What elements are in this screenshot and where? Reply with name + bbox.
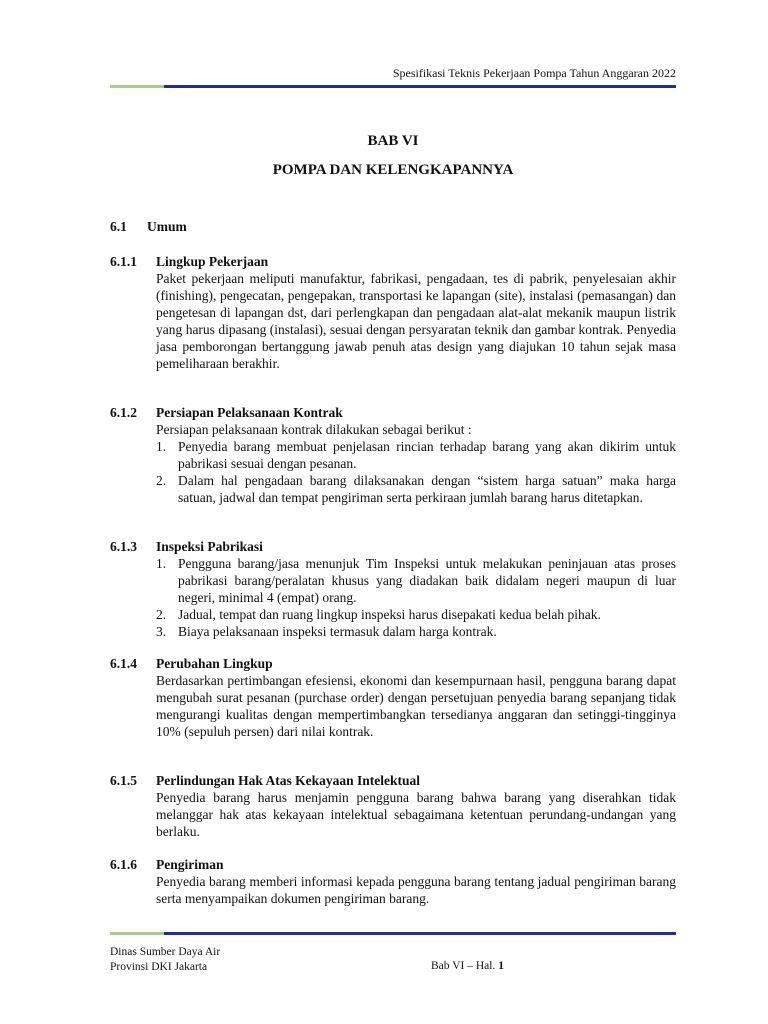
subsection-number: 6.1.3 — [110, 539, 137, 554]
footer-org-line-1: Dinas Sumber Daya Air — [110, 946, 221, 958]
subsection-body: Penyedia barang harus menjamin pengguna barang bahwa barang yang diserahkan tidak melanggar hak atas kekayaan intelektual sebagaimana ketentuan perundang-undangan yang berlaku. — [156, 790, 676, 839]
subsection-title: Persiapan Pelaksanaan Kontrak — [156, 405, 343, 420]
list-marker: 1. — [156, 556, 167, 571]
subsection-persiapan-pelaksanaan — [110, 404, 676, 506]
list-item — [156, 555, 676, 606]
section-number: 6.1 — [110, 219, 127, 234]
subsection-number: 6.1.4 — [110, 656, 137, 671]
numbered-list — [156, 555, 676, 640]
subsection-perubahan-lingkup — [110, 655, 676, 740]
subsection-heading — [110, 404, 676, 421]
running-header: Spesifikasi Teknis Pekerjaan Pompa Tahun Anggaran 2022 — [392, 66, 676, 80]
subsection-body: Persiapan pelaksanaan kontrak dilakukan sebagai berikut : — [156, 422, 472, 437]
list-item-text: Penyedia barang membuat penjelasan rincian terhadap barang yang akan dikirim untuk pabrikasi sesuai dengan pesanan. — [178, 439, 676, 471]
subsection-heading — [110, 772, 676, 789]
list-marker: 1. — [156, 439, 167, 454]
section-heading — [110, 219, 187, 235]
list-item-text: Biaya pelaksanaan inspeksi termasuk dalam harga kontrak. — [178, 624, 497, 639]
subsection-number: 6.1.5 — [110, 773, 137, 788]
footer-rule — [110, 932, 676, 935]
subsection-title: Lingkup Pekerjaan — [156, 254, 269, 269]
subsection-number: 6.1.1 — [110, 254, 137, 269]
subsection-heading — [110, 253, 676, 270]
list-marker: 2. — [156, 607, 167, 622]
subsection-heading — [110, 538, 676, 555]
subsection-number: 6.1.6 — [110, 857, 137, 872]
subsection-title: Inspeksi Pabrikasi — [156, 539, 263, 554]
subsection-pengiriman — [110, 856, 676, 907]
list-item — [156, 472, 676, 506]
subsection-perlindungan-haki — [110, 772, 676, 840]
page-number-value: 1 — [498, 960, 504, 972]
subsection-inspeksi-pabrikasi — [110, 538, 676, 640]
section-title: Umum — [147, 219, 187, 234]
list-item-text: Jadual, tempat dan ruang lingkup inspeksi harus disepakati kedua belah pihak. — [178, 607, 601, 622]
subsection-heading — [110, 856, 676, 873]
subsection-title: Perlindungan Hak Atas Kekayaan Intelektual — [156, 773, 421, 788]
footer-organization — [110, 945, 220, 975]
chapter-title: POMPA DAN KELENGKAPANNYA — [272, 162, 514, 178]
footer-org-line-2: Provinsi DKI Jakarta — [110, 961, 208, 973]
subsection-body: Penyedia barang memberi informasi kepada pengguna barang tentang jadual pengiriman barang serta menyampaikan dokumen pengiriman barang. — [156, 874, 676, 906]
subsection-title: Pengiriman — [156, 857, 224, 872]
list-item-text: Pengguna barang/jasa menunjuk Tim Inspeksi untuk melakukan peninjauan atas proses pabrikasi barang/peralatan khusus yang diadakan baik didalam negeri maupun di luar negeri, minimal 4 (empat) orang. — [178, 556, 676, 605]
list-item — [156, 606, 676, 623]
subsection-body: Berdasarkan pertimbangan efesiensi, ekonomi dan kesempurnaan hasil, pengguna barang dapat mengubah surat pesanan (purchase order) dengan persetujuan penyedia barang sepanjang tidak mengurangi kualitas dengan mempertimbangkan tersedianya anggaran dan setinggi-tingginya 10% (sepuluh persen) dari nilai kontrak. — [156, 673, 676, 739]
list-item — [156, 438, 676, 472]
chapter-number: BAB VI — [367, 133, 419, 149]
subsection-heading — [110, 655, 676, 672]
list-item-text: Dalam hal pengadaan barang dilaksanakan dengan “sistem harga satuan” maka harga satuan, jadwal dan tempat pengiriman serta perkiraan jumlah barang harus ditetapkan. — [178, 473, 676, 505]
subsection-body: Paket pekerjaan meliputi manufaktur, fabrikasi, pengadaan, tes di pabrik, penyelesaian akhir (finishing), pengecatan, pengepakan, transportasi ke lapangan (site), instalasi (pemasangan) dan pengetesan di lapangan dst, dari perlengkapan dan pengadaan alat-alat mekanik maupun listrik yang harus dipasang (instalasi), sesuai dengan persyaratan teknik dan gambar kontrak. Penyedia jasa pemborongan bertanggung jawab penuh atas design yang diajukan 10 tahun sejak masa pemeliharaan berakhir. — [156, 271, 676, 371]
header-rule — [110, 85, 676, 88]
numbered-list — [156, 438, 676, 506]
subsection-lingkup-pekerjaan — [110, 253, 676, 372]
page-label: Bab VI – Hal. — [431, 960, 496, 972]
list-marker: 2. — [156, 473, 167, 488]
list-marker: 3. — [156, 624, 167, 639]
list-item — [156, 623, 676, 640]
page-number — [431, 960, 504, 972]
subsection-number: 6.1.2 — [110, 405, 137, 420]
subsection-title: Perubahan Lingkup — [156, 656, 273, 671]
